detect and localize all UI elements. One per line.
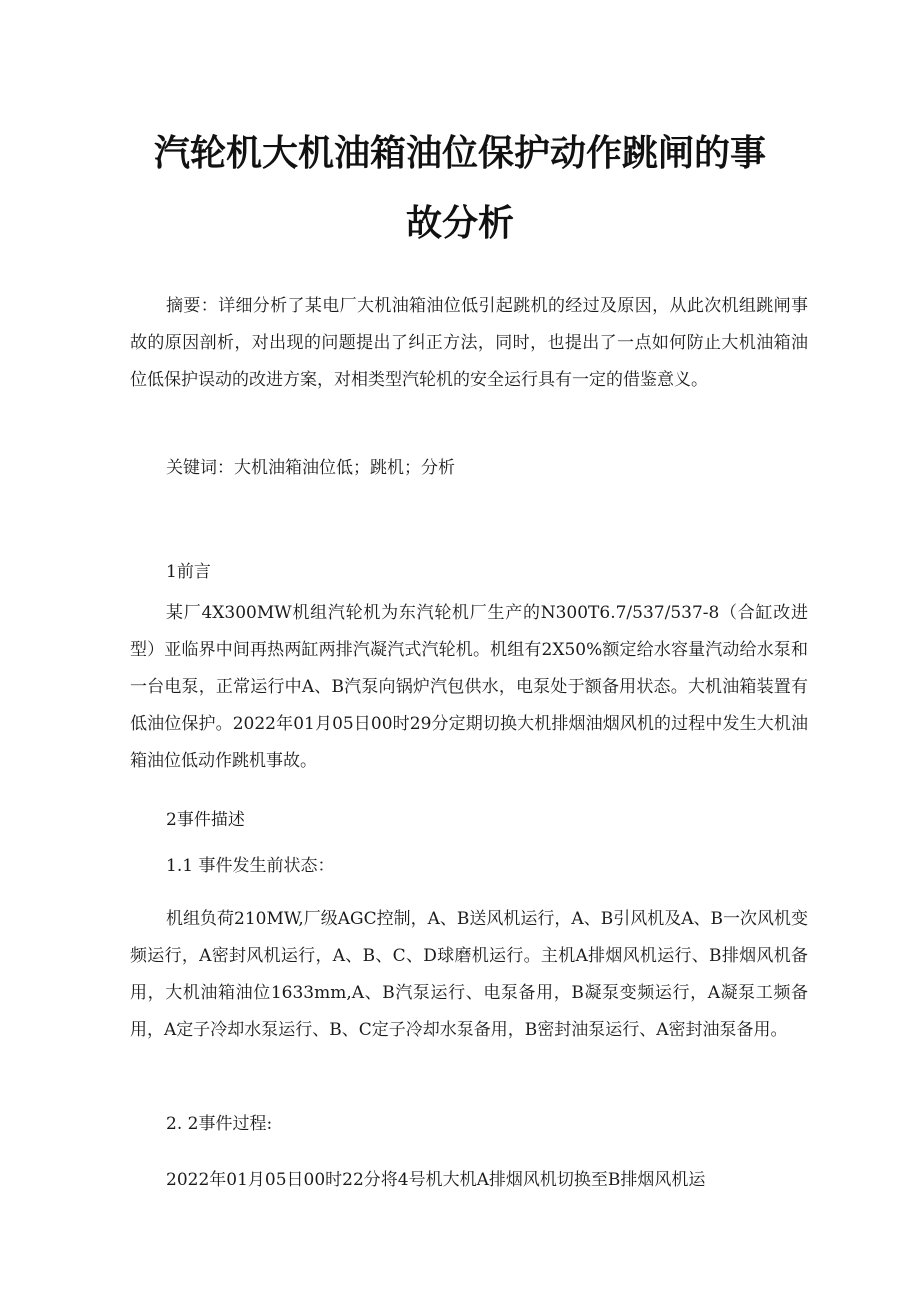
subsection-1-1-body: 机组负荷210MW,厂级AGC控制，A、B送风机运行，A、B引风机及A、B一次风机变频运行，A密封风机运行，A、B、C、D球磨机运行。主机A排烟风机运行、B排烟风机备用，大机油箱油位1633mm,A、B汽泵运行、电泵备用，B凝泵变频运行，A凝泵工频备用，A定子冷却水泵运行、B、C定子冷却水泵备用，B密封油泵运行、A密封油泵备用。 [130, 909, 808, 1040]
abstract-paragraph: 摘要：详细分析了某电厂大机油箱油位低引起跳机的经过及原因，从此次机组跳闸事故的原因剖析，对出现的问题提出了纠正方法，同时，也提出了一点如何防止大机油箱油位低保护误动的改进方案，对相类型汽轮机的安全运行具有一定的借鉴意义。 [130, 296, 808, 390]
section-2-heading: 2事件描述 [166, 810, 245, 830]
subsection-2-2-heading: 2. 2事件过程: [166, 1114, 273, 1134]
section-1-body: 某厂4X300MW机组汽轮机为东汽轮机厂生产的N300T6.7/537/537-8（合缸改进型）亚临界中间再热两缸两排汽凝汽式汽轮机。机组有2X50%额定给水容量汽动给水泵和一台电泵，正常运行中A、B汽泵向锅炉汽包供水，电泵处于额备用状态。大机油箱装置有低油位保护。2022年01月05日00时29分定期切换大机排烟油烟风机的过程中发生大机油箱油位低动作跳机事故。 [130, 603, 808, 771]
subsection-2-2-body: 2022年01月05日00时22分将4号机大机A排烟风机切换至B排烟风机运 [166, 1170, 706, 1190]
document-title-line2: 故分析 [405, 203, 514, 244]
section-1-heading: 1前言 [166, 562, 211, 582]
document-title-line1: 汽轮机大机油箱油位保护动作跳闸的事 [153, 133, 766, 174]
keywords-line: 关键词：大机油箱油位低；跳机；分析 [166, 458, 455, 478]
subsection-1-1-heading: 1.1 事件发生前状态： [166, 856, 335, 876]
